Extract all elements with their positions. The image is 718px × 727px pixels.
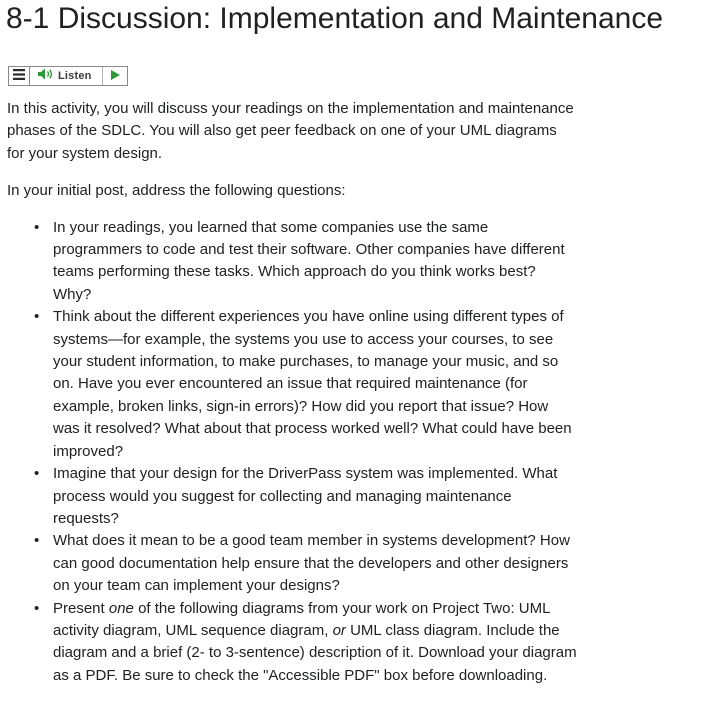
discussion-content [7,98,577,687]
bullet-icon: • [34,599,40,617]
emphasis-one: one [108,599,134,617]
listen-label: Listen [58,70,92,82]
intro-paragraph: In this activity, you will discuss your readings on the implementation and maintenance phases of the SDLC. You will also get peer feedback on one of your UML diagrams for your system design. [7,100,574,162]
hamburger-menu-icon [13,67,25,85]
page-title: 8-1 Discussion: Implementation and Maintenance [6,2,664,35]
question-text: Imagine that your design for the DriverPass system was implemented. What process would you suggest for collecting and managing maintenance requests? [53,465,558,527]
bullet-icon: • [34,308,40,326]
list-item [34,530,577,597]
play-icon [111,67,120,85]
question-list [7,217,577,688]
question-text: Think about the different experiences you have online using different types of systems—for example, the systems you use to access your courses, to see your student information, to make purchases, to manage your music, and so on. Have you ever encountered an issue that required maintenance (for example, broken links, sign-in errors)? How did you report that issue? How was it resolved? What about that process worked well? What could have been improved? [53,308,572,460]
question-text-part: of the following diagrams from your work on Project Two: UML activity diagram, UML sequence diagram, [53,599,550,639]
listen-button[interactable] [30,67,103,85]
bullet-icon: • [34,465,40,483]
question-text-part: UML class diagram. Include the diagram and a brief (2- to 3-sentence) description of it. Download your diagram as a PDF. Be sure to check the "Accessible PDF" box before downloading. [53,621,577,684]
question-text-part: Present [53,599,109,617]
readspeaker-toolbar [8,66,128,86]
question-text: In your readings, you learned that some companies use the same programmers to code and test their software. Other companies have different teams performing these tasks. Which approach do you think works best? Why? [53,218,565,303]
list-item [34,306,577,463]
prompt-paragraph: In your initial post, address the following questions: [7,182,346,200]
speaker-icon [38,67,55,85]
list-item [34,217,577,307]
emphasis-or: or [332,621,346,639]
question-text: What does it mean to be a good team member in systems development? How can good documentation help ensure that the developers and other designers on your team can implement your designs? [53,532,570,595]
bullet-icon: • [34,532,40,550]
bullet-icon: • [34,218,40,236]
play-button[interactable] [103,67,127,85]
readspeaker-menu-button[interactable] [9,67,30,85]
list-item [34,463,577,530]
list-item [34,598,577,688]
